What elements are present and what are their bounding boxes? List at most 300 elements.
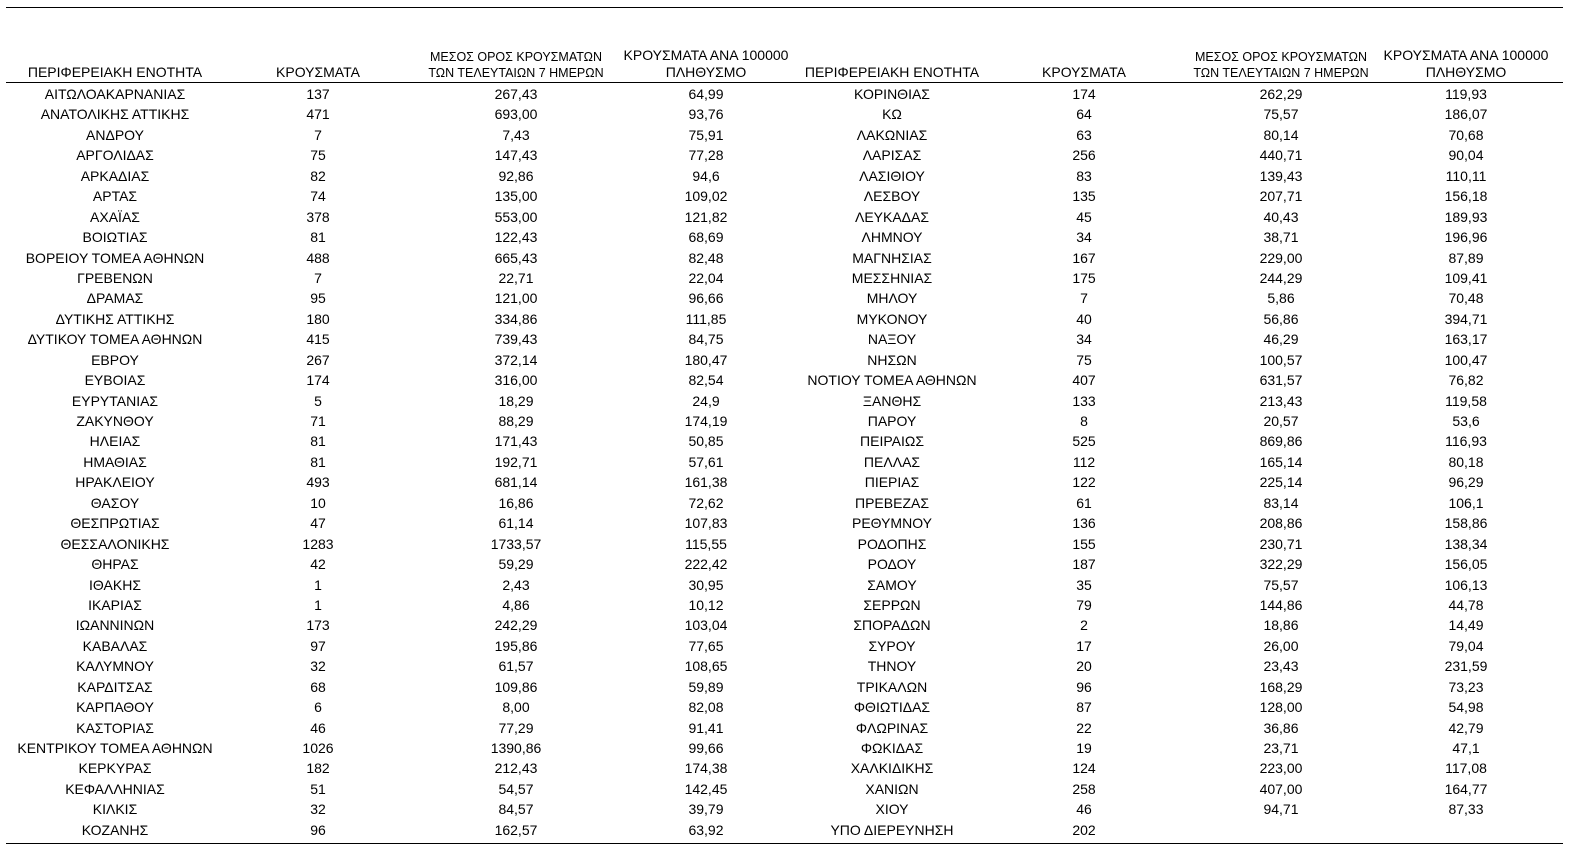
cell-left-avg7: 61,57 <box>498 658 534 675</box>
cell-left-avg7: 1733,57 <box>490 535 542 552</box>
cell-right-avg7: 230,71 <box>1259 535 1303 552</box>
cell-right-region: ΜΗΛΟΥ <box>866 290 918 307</box>
cell-right-region: ΝΗΣΩΝ <box>867 351 917 368</box>
table-row <box>6 125 1563 145</box>
cell-left-per100k: 57,61 <box>688 453 724 470</box>
cell-right-avg7: 80,14 <box>1263 126 1299 143</box>
cell-right-avg7: 223,00 <box>1259 760 1303 777</box>
table-row <box>6 534 1563 554</box>
cell-left-region: ΚΑΣΤΟΡΙΑΣ <box>76 719 154 736</box>
cell-right-avg7: 83,14 <box>1263 494 1299 511</box>
cell-left-region: ΔΡΑΜΑΣ <box>86 290 144 307</box>
cell-left-region: ΚΑΡΔΙΤΣΑΣ <box>77 678 153 695</box>
cell-right-region: ΠΙΕΡΙΑΣ <box>864 474 920 491</box>
cell-left-region: ΔΥΤΙΚΗΣ ΑΤΤΙΚΗΣ <box>55 310 175 327</box>
cell-right-avg7: 440,71 <box>1259 147 1303 164</box>
cell-right-avg7: 229,00 <box>1259 249 1303 266</box>
cell-right-avg7: 100,57 <box>1259 351 1303 368</box>
cell-left-avg7: 92,86 <box>498 167 534 184</box>
cell-right-per100k: 156,18 <box>1444 188 1488 205</box>
cell-left-cases: 32 <box>310 801 326 818</box>
cell-left-per100k: 91,41 <box>688 719 724 736</box>
cell-left-avg7: 162,57 <box>494 821 538 838</box>
cell-left-cases: 471 <box>306 106 330 123</box>
cell-left-region: ΚΑΒΑΛΑΣ <box>82 637 148 654</box>
cell-right-per100k: 47,1 <box>1452 740 1480 756</box>
cell-left-cases: 1 <box>314 576 322 593</box>
cell-left-cases: 415 <box>306 331 330 348</box>
cell-right-cases: 63 <box>1076 126 1092 143</box>
table-row <box>6 575 1563 595</box>
cell-right-cases: 133 <box>1072 392 1096 409</box>
table-row <box>6 309 1563 329</box>
cell-right-cases: 75 <box>1076 351 1092 368</box>
cell-right-cases: 46 <box>1076 801 1092 818</box>
header-region-left: ΠΕΡΙΦΕΡΕΙΑΚΗ ΕΝΟΤΗΤΑ <box>27 64 203 80</box>
table-row <box>6 411 1563 431</box>
cell-right-avg7: 23,43 <box>1263 658 1299 675</box>
cell-left-cases: 10 <box>310 494 326 511</box>
cell-right-cases: 175 <box>1072 269 1096 286</box>
cell-right-cases: 17 <box>1076 637 1092 654</box>
cell-right-avg7: 165,14 <box>1259 453 1303 470</box>
cell-left-cases: 81 <box>310 453 326 470</box>
cell-right-region: ΜΑΓΝΗΣΙΑΣ <box>852 249 932 266</box>
cell-right-avg7: 208,86 <box>1259 515 1303 532</box>
header-per100k-right-line1: ΚΡΟΥΣΜΑΤΑ ΑΝΑ 100000 <box>1383 47 1549 63</box>
cell-right-region: ΜΕΣΣΗΝΙΑΣ <box>851 269 933 286</box>
cell-left-avg7: 192,71 <box>494 453 538 470</box>
cell-right-avg7: 46,29 <box>1263 331 1299 348</box>
cell-right-per100k: 164,77 <box>1444 780 1488 797</box>
cell-left-cases: 97 <box>310 637 326 654</box>
cell-left-per100k: 10,12 <box>688 596 724 613</box>
cell-right-region: ΧΑΛΚΙΔΙΚΗΣ <box>850 760 934 777</box>
cell-left-per100k: 22,04 <box>688 269 724 286</box>
cell-left-avg7: 212,43 <box>494 760 538 777</box>
cell-left-avg7: 109,86 <box>494 678 538 695</box>
cell-left-region: ΑΝΑΤΟΛΙΚΗΣ ΑΤΤΙΚΗΣ <box>40 106 190 123</box>
cell-left-avg7: 553,00 <box>494 208 538 225</box>
cell-right-per100k: 189,93 <box>1444 208 1488 225</box>
table-row <box>6 104 1563 124</box>
cell-right-cases: 96 <box>1076 678 1092 695</box>
cell-right-per100k: 53,6 <box>1452 413 1480 429</box>
cell-left-avg7: 1390,86 <box>490 740 542 756</box>
cell-left-per100k: 50,85 <box>688 433 724 450</box>
table-row <box>6 207 1563 227</box>
cell-left-per100k: 142,45 <box>684 780 728 797</box>
cell-left-per100k: 115,55 <box>685 535 727 552</box>
cell-right-per100k: 196,96 <box>1444 229 1488 246</box>
cell-right-per100k: 138,34 <box>1444 535 1488 552</box>
cell-right-per100k: 70,48 <box>1448 290 1484 307</box>
cell-right-per100k: 76,82 <box>1448 372 1484 389</box>
table-row <box>6 656 1563 676</box>
cell-right-per100k: 109,41 <box>1444 269 1488 286</box>
cell-left-avg7: 372,14 <box>494 351 538 368</box>
cell-right-region: ΛΕΥΚΑΔΑΣ <box>854 208 930 225</box>
cell-left-per100k: 107,83 <box>684 515 728 532</box>
cell-right-cases: 202 <box>1072 821 1096 838</box>
table-row <box>6 452 1563 472</box>
cell-left-avg7: 267,43 <box>494 86 538 102</box>
cell-left-cases: 68 <box>310 678 326 695</box>
cell-right-cases: 122 <box>1072 474 1096 491</box>
cell-left-per100k: 108,65 <box>684 658 728 675</box>
cell-left-avg7: 681,14 <box>494 474 538 491</box>
cell-right-region: ΡΟΔΟΠΗΣ <box>857 535 927 552</box>
table-row <box>6 697 1563 717</box>
cell-right-per100k: 14,49 <box>1448 617 1484 634</box>
cell-right-per100k: 90,04 <box>1448 147 1484 164</box>
cell-right-region: ΛΑΣΙΘΙΟΥ <box>859 167 925 184</box>
table-row <box>6 493 1563 513</box>
cell-right-region: ΡΕΘΥΜΝΟΥ <box>851 515 932 532</box>
table-row <box>6 391 1563 411</box>
cell-right-region: ΠΡΕΒΕΖΑΣ <box>854 494 929 511</box>
cell-left-avg7: 18,29 <box>498 392 534 409</box>
cell-left-avg7: 665,43 <box>494 249 538 266</box>
cell-right-avg7: 225,14 <box>1259 474 1303 491</box>
table-row <box>6 431 1563 451</box>
cell-left-per100k: 174,38 <box>684 760 728 777</box>
cell-left-cases: 32 <box>310 658 326 675</box>
header-avg7-left-line1: ΜΕΣΟΣ ΟΡΟΣ ΚΡΟΥΣΜΑΤΩΝ <box>429 50 603 64</box>
cell-right-region: ΦΘΙΩΤΙΔΑΣ <box>853 699 931 716</box>
cell-left-region: ΘΗΡΑΣ <box>91 556 139 573</box>
cell-right-avg7: 207,71 <box>1259 188 1303 205</box>
cell-right-region: ΛΑΡΙΣΑΣ <box>862 147 922 164</box>
cell-left-per100k: 39,79 <box>688 801 724 818</box>
cell-right-per100k: 231,59 <box>1444 658 1488 675</box>
cell-right-avg7: 56,86 <box>1263 310 1299 327</box>
cell-right-per100k: 163,17 <box>1444 331 1488 348</box>
cell-left-cases: 81 <box>310 229 326 246</box>
cell-left-avg7: 739,43 <box>494 331 538 348</box>
cell-left-avg7: 122,43 <box>494 229 538 246</box>
cell-left-region: ΗΡΑΚΛΕΙΟΥ <box>75 474 155 491</box>
cell-left-region: ΘΕΣΣΑΛΟΝΙΚΗΣ <box>60 535 170 552</box>
cell-right-cases: 135 <box>1072 188 1096 205</box>
header-per100k-left-line1: ΚΡΟΥΣΜΑΤΑ ΑΝΑ 100000 <box>623 47 789 63</box>
cell-left-cases: 182 <box>306 760 330 777</box>
cell-left-per100k: 222,42 <box>684 556 728 573</box>
cell-left-per100k: 99,66 <box>688 740 724 756</box>
cell-left-per100k: 63,92 <box>688 821 724 838</box>
cell-left-avg7: 59,29 <box>498 556 534 573</box>
cell-right-cases: 112 <box>1072 453 1096 470</box>
table-row <box>6 186 1563 206</box>
cell-left-per100k: 77,28 <box>688 147 724 164</box>
cell-right-cases: 22 <box>1076 719 1092 736</box>
cell-right-cases: 124 <box>1072 760 1096 777</box>
table-body <box>6 84 1563 840</box>
table-row <box>6 636 1563 656</box>
cell-left-per100k: 180,47 <box>684 351 728 368</box>
cell-right-per100k: 54,98 <box>1448 699 1484 716</box>
cell-left-avg7: 16,86 <box>498 494 534 511</box>
cell-left-avg7: 135,00 <box>494 188 538 205</box>
cell-right-cases: 407 <box>1072 372 1096 389</box>
cell-left-avg7: 4,86 <box>502 596 530 613</box>
cell-right-avg7: 40,43 <box>1263 208 1299 225</box>
cell-left-avg7: 61,14 <box>498 515 534 532</box>
cell-right-avg7: 5,86 <box>1267 290 1295 307</box>
cell-right-avg7: 322,29 <box>1259 556 1303 573</box>
cell-left-region: ΖΑΚΥΝΘΟΥ <box>76 413 154 429</box>
table-row <box>6 779 1563 799</box>
cell-right-per100k: 119,58 <box>1445 392 1487 409</box>
table-row <box>6 820 1563 840</box>
table-row <box>6 248 1563 268</box>
cell-right-region: ΣΠΟΡΑΔΩΝ <box>853 617 931 634</box>
cell-right-per100k: 73,23 <box>1448 678 1484 695</box>
cell-left-cases: 81 <box>310 433 326 450</box>
cell-left-per100k: 174,19 <box>684 413 728 429</box>
cell-right-cases: 64 <box>1076 106 1092 123</box>
cell-left-per100k: 109,02 <box>684 188 728 205</box>
cell-right-cases: 87 <box>1076 699 1092 716</box>
table-row <box>6 738 1563 758</box>
cell-left-region: ΑΡΤΑΣ <box>92 188 138 205</box>
cell-left-avg7: 121,00 <box>494 290 538 307</box>
cell-right-region: ΚΟΡΙΝΘΙΑΣ <box>854 86 930 102</box>
table-row <box>6 227 1563 247</box>
cell-left-per100k: 93,76 <box>688 106 724 123</box>
cell-right-avg7: 869,86 <box>1259 433 1303 450</box>
cell-right-cases: 34 <box>1076 229 1092 246</box>
cell-right-region: ΜΥΚΟΝΟΥ <box>856 310 928 327</box>
cell-left-per100k: 75,91 <box>688 126 724 143</box>
header-avg7-right-line1: ΜΕΣΟΣ ΟΡΟΣ ΚΡΟΥΣΜΑΤΩΝ <box>1194 50 1368 64</box>
cell-left-cases: 1283 <box>302 535 334 552</box>
header-cases-left: ΚΡΟΥΣΜΑΤΑ <box>276 64 360 80</box>
cell-left-avg7: 7,43 <box>502 126 530 143</box>
cell-right-avg7: 94,71 <box>1263 801 1299 818</box>
cell-left-per100k: 64,99 <box>688 86 724 102</box>
cell-left-per100k: 77,65 <box>688 637 724 654</box>
table-row <box>6 799 1563 819</box>
cell-left-avg7: 171,43 <box>494 433 538 450</box>
cell-left-avg7: 195,86 <box>494 637 538 654</box>
cell-right-region: ΦΩΚΙΔΑΣ <box>860 740 924 756</box>
cell-right-per100k: 44,78 <box>1448 596 1484 613</box>
cell-right-avg7: 75,57 <box>1263 576 1299 593</box>
cell-right-avg7: 26,00 <box>1263 637 1299 654</box>
cell-left-avg7: 2,43 <box>502 576 530 593</box>
cell-right-region: ΣΥΡΟΥ <box>868 637 916 654</box>
cell-right-region: ΥΠΟ ΔΙΕΡΕΥΝΗΣΗ <box>830 821 954 838</box>
cell-left-cases: 95 <box>310 290 326 307</box>
table-header <box>6 40 1563 83</box>
cell-right-cases: 19 <box>1076 740 1092 756</box>
cell-right-cases: 155 <box>1072 535 1096 552</box>
cell-left-cases: 1026 <box>302 740 334 756</box>
cell-left-avg7: 22,71 <box>498 269 534 286</box>
cell-right-cases: 8 <box>1080 413 1088 429</box>
cell-right-per100k: 79,04 <box>1448 637 1484 654</box>
cell-right-region: ΛΕΣΒΟΥ <box>863 188 921 205</box>
cell-left-region: ΔΥΤΙΚΟΥ ΤΟΜΕΑ ΑΘΗΝΩΝ <box>27 331 203 348</box>
cell-right-region: ΧΙΟΥ <box>875 801 909 818</box>
cell-left-cases: 7 <box>314 269 322 286</box>
table-row <box>6 370 1563 390</box>
table-row <box>6 615 1563 635</box>
cell-right-avg7: 139,43 <box>1259 167 1303 184</box>
table-row <box>6 677 1563 697</box>
table-row <box>6 554 1563 574</box>
cell-left-cases: 174 <box>306 372 330 389</box>
cell-left-region: ΙΘΑΚΗΣ <box>89 576 141 593</box>
cell-left-region: ΙΚΑΡΙΑΣ <box>88 596 142 613</box>
cell-right-avg7: 23,71 <box>1263 740 1299 756</box>
cell-left-cases: 378 <box>306 208 330 225</box>
cell-left-per100k: 68,69 <box>688 229 724 246</box>
cell-right-per100k: 117,08 <box>1445 760 1487 777</box>
header-per100k-right <box>1376 47 1556 81</box>
cell-left-cases: 96 <box>310 821 326 838</box>
cell-right-region: ΣΑΜΟΥ <box>867 576 917 593</box>
cell-left-cases: 46 <box>310 719 326 736</box>
cell-right-region: ΣΕΡΡΩΝ <box>863 596 921 613</box>
cell-right-cases: 167 <box>1072 249 1096 266</box>
cell-left-cases: 74 <box>310 188 326 205</box>
cell-left-cases: 71 <box>310 413 326 429</box>
cell-right-per100k: 119,93 <box>1445 86 1487 102</box>
cell-right-cases: 7 <box>1080 290 1088 307</box>
cell-right-avg7: 631,57 <box>1259 372 1303 389</box>
cell-left-region: ΑΙΤΩΛΟΑΚΑΡΝΑΝΙΑΣ <box>44 86 186 102</box>
header-avg7-left <box>421 49 611 81</box>
cell-left-region: ΑΡΓΟΛΙΔΑΣ <box>76 147 154 164</box>
cell-right-per100k: 70,68 <box>1448 126 1484 143</box>
cell-right-per100k: 42,79 <box>1448 719 1484 736</box>
cell-left-avg7: 334,86 <box>494 310 538 327</box>
cell-left-per100k: 94,6 <box>692 167 720 184</box>
cell-right-cases: 525 <box>1072 433 1096 450</box>
cell-right-region: ΠΑΡΟΥ <box>867 413 917 429</box>
cell-right-region: ΝΟΤΙΟΥ ΤΟΜΕΑ ΑΘΗΝΩΝ <box>807 372 977 389</box>
table-row <box>6 472 1563 492</box>
cell-left-region: ΒΟΙΩΤΙΑΣ <box>82 229 148 246</box>
table-row <box>6 718 1563 738</box>
cell-left-avg7: 77,29 <box>498 719 534 736</box>
cell-left-per100k: 24,9 <box>692 392 720 409</box>
cell-left-cases: 488 <box>306 249 330 266</box>
cell-left-region: ΑΡΚΑΔΙΑΣ <box>80 167 150 184</box>
cell-left-region: ΕΥΡΥΤΑΝΙΑΣ <box>71 392 159 409</box>
table-row <box>6 166 1563 186</box>
cell-left-cases: 7 <box>314 126 322 143</box>
cell-left-cases: 51 <box>310 780 326 797</box>
table-row <box>6 288 1563 308</box>
cell-left-cases: 1 <box>314 596 322 613</box>
cell-right-per100k: 394,71 <box>1444 310 1488 327</box>
cell-right-cases: 34 <box>1076 331 1092 348</box>
cell-left-region: ΗΛΕΙΑΣ <box>89 433 141 450</box>
cell-right-avg7: 20,57 <box>1263 413 1299 429</box>
table-row <box>6 84 1563 104</box>
cell-left-region: ΚΟΖΑΝΗΣ <box>81 821 149 838</box>
cell-right-avg7: 144,86 <box>1259 596 1303 613</box>
cell-right-cases: 136 <box>1072 515 1096 532</box>
cell-left-region: ΗΜΑΘΙΑΣ <box>83 453 147 470</box>
cell-right-cases: 2 <box>1080 617 1088 634</box>
header-cases-right: ΚΡΟΥΣΜΑΤΑ <box>1042 64 1126 80</box>
cell-right-per100k: 186,07 <box>1444 106 1488 123</box>
cell-right-cases: 174 <box>1072 86 1096 102</box>
table-row <box>6 329 1563 349</box>
cell-right-cases: 40 <box>1076 310 1092 327</box>
cell-left-per100k: 72,62 <box>688 494 724 511</box>
header-per100k-left-line2: ΠΛΗΘΥΣΜΟ <box>665 64 747 80</box>
cell-right-per100k: 156,05 <box>1444 556 1488 573</box>
cell-left-avg7: 84,57 <box>498 801 534 818</box>
cell-left-avg7: 8,00 <box>502 699 530 716</box>
table-row <box>6 758 1563 778</box>
cell-left-region: ΚΕΡΚΥΡΑΣ <box>78 760 152 777</box>
cell-right-region: ΤΗΝΟΥ <box>867 658 917 675</box>
cell-right-region: ΡΟΔΟΥ <box>867 556 917 573</box>
cell-left-per100k: 82,08 <box>688 699 724 716</box>
cell-left-avg7: 88,29 <box>498 413 534 429</box>
cell-right-avg7: 18,86 <box>1263 617 1299 634</box>
cell-right-avg7: 38,71 <box>1263 229 1299 246</box>
cell-left-cases: 267 <box>306 351 330 368</box>
cell-left-avg7: 693,00 <box>494 106 538 123</box>
cell-left-per100k: 59,89 <box>688 678 724 695</box>
cell-left-per100k: 82,48 <box>688 249 724 266</box>
cell-left-per100k: 103,04 <box>684 617 728 634</box>
cell-left-region: ΑΝΔΡΟΥ <box>86 126 144 143</box>
cell-right-region: ΚΩ <box>882 106 902 123</box>
cell-left-cases: 42 <box>310 556 326 573</box>
bottom-rule <box>6 843 1563 844</box>
cell-left-region: ΘΑΣΟΥ <box>90 494 140 511</box>
cell-left-region: ΕΒΡΟΥ <box>91 351 139 368</box>
cell-left-region: ΒΟΡΕΙΟΥ ΤΟΜΕΑ ΑΘΗΝΩΝ <box>25 249 205 266</box>
cell-left-cases: 47 <box>310 515 326 532</box>
cell-right-cases: 61 <box>1076 494 1092 511</box>
cell-right-region: ΞΑΝΘΗΣ <box>862 392 922 409</box>
cell-left-avg7: 316,00 <box>494 372 538 389</box>
cell-right-region: ΝΑΞΟΥ <box>867 331 917 348</box>
cell-left-cases: 6 <box>314 699 322 716</box>
cell-right-cases: 35 <box>1076 576 1092 593</box>
cell-right-region: ΦΛΩΡΙΝΑΣ <box>855 719 929 736</box>
cell-right-per100k: 87,89 <box>1448 249 1484 266</box>
cell-right-region: ΛΑΚΩΝΙΑΣ <box>856 126 928 143</box>
cell-left-region: ΘΕΣΠΡΩΤΙΑΣ <box>70 515 160 532</box>
table-row <box>6 595 1563 615</box>
top-rule <box>6 7 1563 8</box>
cell-left-cases: 5 <box>314 392 322 409</box>
cell-right-cases: 83 <box>1076 167 1092 184</box>
cell-right-per100k: 110,11 <box>1445 167 1487 184</box>
cell-right-avg7: 128,00 <box>1259 699 1303 716</box>
cell-left-region: ΙΩΑΝΝΙΝΩΝ <box>75 617 155 634</box>
cell-left-per100k: 84,75 <box>688 331 724 348</box>
cell-right-cases: 258 <box>1072 780 1096 797</box>
cell-left-avg7: 54,57 <box>498 780 534 797</box>
cell-left-region: ΓΡΕΒΕΝΩΝ <box>77 269 153 286</box>
table-row <box>6 350 1563 370</box>
cell-right-per100k: 158,86 <box>1444 515 1488 532</box>
cell-right-cases: 20 <box>1076 658 1092 675</box>
header-avg7-right-line2: ΤΩΝ ΤΕΛΕΥΤΑΙΩΝ 7 ΗΜΕΡΩΝ <box>1193 66 1369 80</box>
cell-right-avg7: 36,86 <box>1263 719 1299 736</box>
